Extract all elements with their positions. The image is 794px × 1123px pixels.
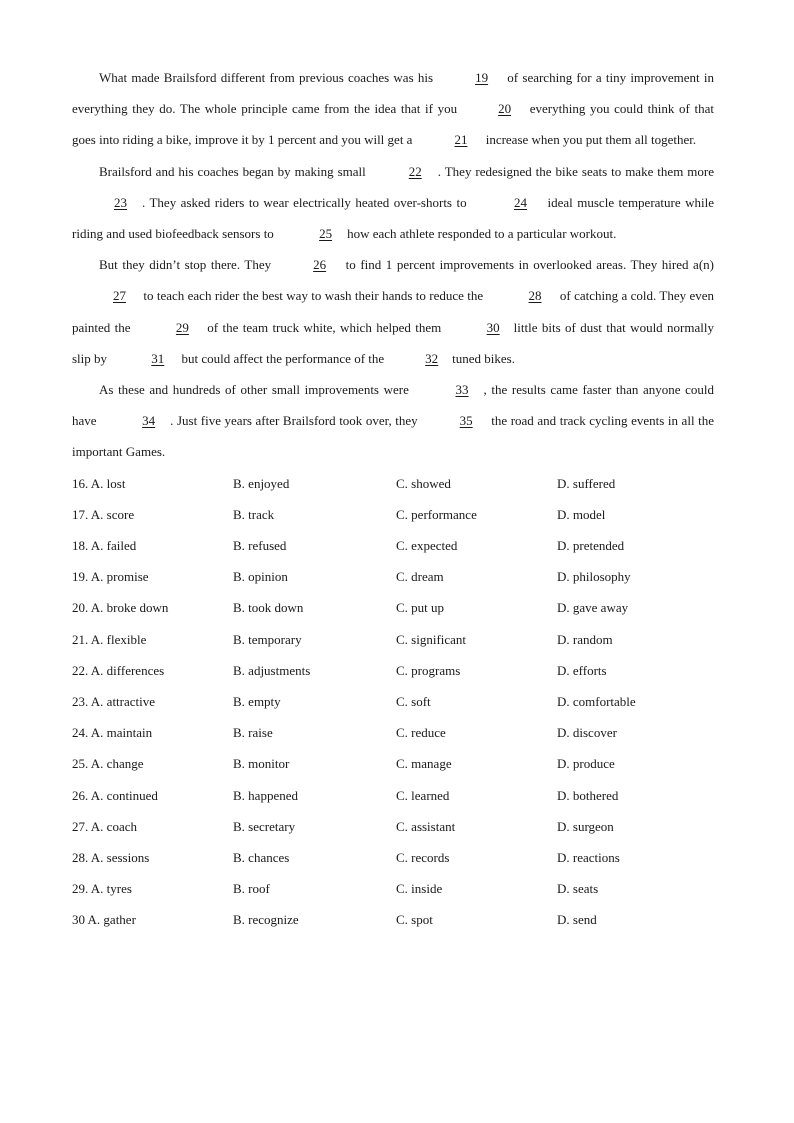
- option-c: C. learned: [396, 787, 450, 803]
- option-d: D. suffered: [557, 475, 616, 491]
- passage-text: ideal muscle temperature while riding and used biofeedback sensors to: [72, 194, 714, 242]
- passage-text: of searching for a tiny improvement in everything they do. The whole principle came from the idea that if you: [72, 70, 714, 117]
- option-b: B. monitor: [233, 756, 290, 772]
- passage-text: Brailsford and his coaches began by making small: [99, 163, 366, 179]
- question-options-row: [72, 811, 714, 842]
- option-c: C. soft: [396, 693, 431, 709]
- passage-paragraph: [72, 62, 714, 156]
- option-a: 23. A. attractive: [72, 693, 156, 709]
- question-options-row: [72, 873, 714, 904]
- option-a: 16. A. lost: [72, 475, 126, 491]
- passage-text: What made Brailsford different from previous coaches was his: [99, 70, 434, 85]
- question-options-row: [72, 717, 714, 748]
- option-c: C. inside: [396, 881, 443, 897]
- option-b: B. recognize: [233, 912, 299, 928]
- question-options-row: [72, 904, 714, 935]
- option-c: C. records: [396, 849, 450, 865]
- option-b: B. took down: [233, 600, 304, 616]
- passage-text: increase when you put them all together.: [482, 132, 697, 148]
- passage-text: but could affect the performance of the: [178, 350, 385, 366]
- option-a: 18. A. failed: [72, 538, 137, 554]
- option-c: C. performance: [396, 506, 477, 522]
- blank-27: 27: [113, 288, 126, 304]
- option-b: B. track: [233, 506, 275, 522]
- passage-text: . They redesigned the bike seats to make them more: [437, 163, 714, 179]
- passage-text: , the results came faster than anyone could have: [72, 382, 714, 429]
- option-d: D. philosophy: [557, 569, 631, 585]
- option-d: D. gave away: [557, 600, 629, 616]
- passage-text: to find 1 percent improvements in overlooked areas. They hired a(n): [341, 257, 714, 273]
- option-d: D. model: [557, 506, 606, 522]
- option-c: C. reduce: [396, 725, 446, 741]
- option-b: B. enjoyed: [233, 475, 290, 491]
- blank-35: 35: [459, 413, 473, 429]
- blank-24: 24: [514, 194, 528, 210]
- question-options-row: [72, 592, 714, 623]
- option-a: 22. A. differences: [72, 662, 165, 678]
- option-d: D. efforts: [557, 662, 607, 678]
- passage-text: of catching a cold. They even painted the: [72, 288, 715, 335]
- option-a: 26. A. continued: [72, 787, 158, 803]
- option-d: D. bothered: [557, 787, 619, 803]
- option-a: 29. A. tyres: [72, 881, 132, 897]
- question-options-row: [72, 748, 714, 779]
- option-b: B. chances: [233, 849, 290, 865]
- passage-text: everything you could think of that goes into riding a bike, improve it by 1 percent and you will get a: [72, 101, 714, 148]
- question-options-row: [72, 499, 714, 530]
- option-d: D. produce: [557, 756, 615, 772]
- option-b: B. temporary: [233, 631, 302, 647]
- option-c: C. showed: [396, 475, 451, 491]
- option-d: D. random: [557, 631, 613, 647]
- option-d: D. comfortable: [557, 693, 636, 709]
- passage-paragraph: [72, 374, 714, 468]
- blank-33: 33: [455, 382, 469, 398]
- blank-29: 29: [175, 319, 189, 335]
- blank-32: 32: [425, 350, 439, 366]
- question-options-row: [72, 780, 714, 811]
- passage-text: But they didn’t stop there. They: [99, 257, 272, 273]
- answer-options-list: [72, 468, 714, 936]
- cloze-passage: [72, 62, 714, 468]
- passage-text: to teach each rider the best way to wash their hands to reduce the: [140, 288, 487, 304]
- question-options-row: [72, 686, 714, 717]
- passage-text: As these and hundreds of other small improvements were: [99, 382, 414, 398]
- question-options-row: [72, 530, 714, 561]
- option-d: D. surgeon: [557, 818, 614, 834]
- option-d: D. send: [557, 912, 597, 928]
- passage-text: . They asked riders to wear electrically heated over-shorts to: [142, 194, 472, 210]
- passage-text: . Just five years after Brailsford took over, they: [170, 413, 418, 429]
- blank-25: 25: [319, 226, 333, 242]
- passage-text: tuned bikes.: [452, 350, 515, 366]
- option-a: 28. A. sessions: [72, 849, 150, 865]
- passage-text: the road and track cycling events in all the important Games.: [72, 413, 715, 460]
- option-c: C. expected: [396, 538, 458, 554]
- option-b: B. empty: [233, 693, 281, 709]
- blank-31: 31: [151, 350, 165, 366]
- passage-text: little bits of dust that would normally slip by: [72, 319, 714, 366]
- passage-paragraph: [72, 156, 714, 250]
- option-a: 27. A. coach: [72, 818, 137, 834]
- question-options-row: [72, 624, 714, 655]
- option-b: B. happened: [233, 787, 298, 803]
- passage-paragraph: [72, 249, 714, 374]
- option-d: D. seats: [557, 881, 599, 897]
- option-c: C. spot: [396, 912, 433, 928]
- option-c: C. put up: [396, 600, 445, 616]
- option-b: B. secretary: [233, 818, 296, 834]
- option-b: B. opinion: [233, 569, 288, 585]
- blank-34: 34: [142, 413, 156, 429]
- option-a: 19. A. promise: [72, 569, 149, 585]
- option-a: 25. A. change: [72, 756, 144, 772]
- option-b: B. raise: [233, 725, 273, 741]
- option-c: C. significant: [396, 631, 467, 647]
- blank-23: 23: [114, 194, 127, 210]
- option-a: 20. A. broke down: [72, 600, 169, 616]
- passage-text: how each athlete responded to a particular workout.: [347, 226, 617, 242]
- option-c: C. dream: [396, 569, 444, 585]
- question-options-row: [72, 655, 714, 686]
- blank-22: 22: [408, 163, 422, 179]
- blank-28: 28: [528, 288, 542, 304]
- question-options-row: [72, 561, 714, 592]
- option-c: C. programs: [396, 662, 461, 678]
- blank-26: 26: [313, 257, 327, 273]
- option-b: B. roof: [233, 881, 270, 897]
- question-options-row: [72, 842, 714, 873]
- option-a: 24. A. maintain: [72, 725, 153, 741]
- option-d: D. pretended: [557, 538, 625, 554]
- option-a: 21. A. flexible: [72, 631, 147, 647]
- passage-text: of the team truck white, which helped them: [202, 319, 446, 335]
- option-b: B. adjustments: [233, 662, 311, 678]
- option-c: C. assistant: [396, 818, 456, 834]
- option-d: D. reactions: [557, 849, 620, 865]
- blank-30: 30: [486, 319, 500, 335]
- blank-19: 19: [475, 70, 489, 85]
- question-options-row: [72, 468, 714, 499]
- option-a: 30 A. gather: [72, 912, 136, 928]
- option-b: B. refused: [233, 538, 287, 554]
- blank-20: 20: [498, 101, 512, 117]
- option-c: C. manage: [396, 756, 452, 772]
- option-d: D. discover: [557, 725, 617, 741]
- blank-21: 21: [454, 132, 468, 148]
- option-a: 17. A. score: [72, 506, 135, 522]
